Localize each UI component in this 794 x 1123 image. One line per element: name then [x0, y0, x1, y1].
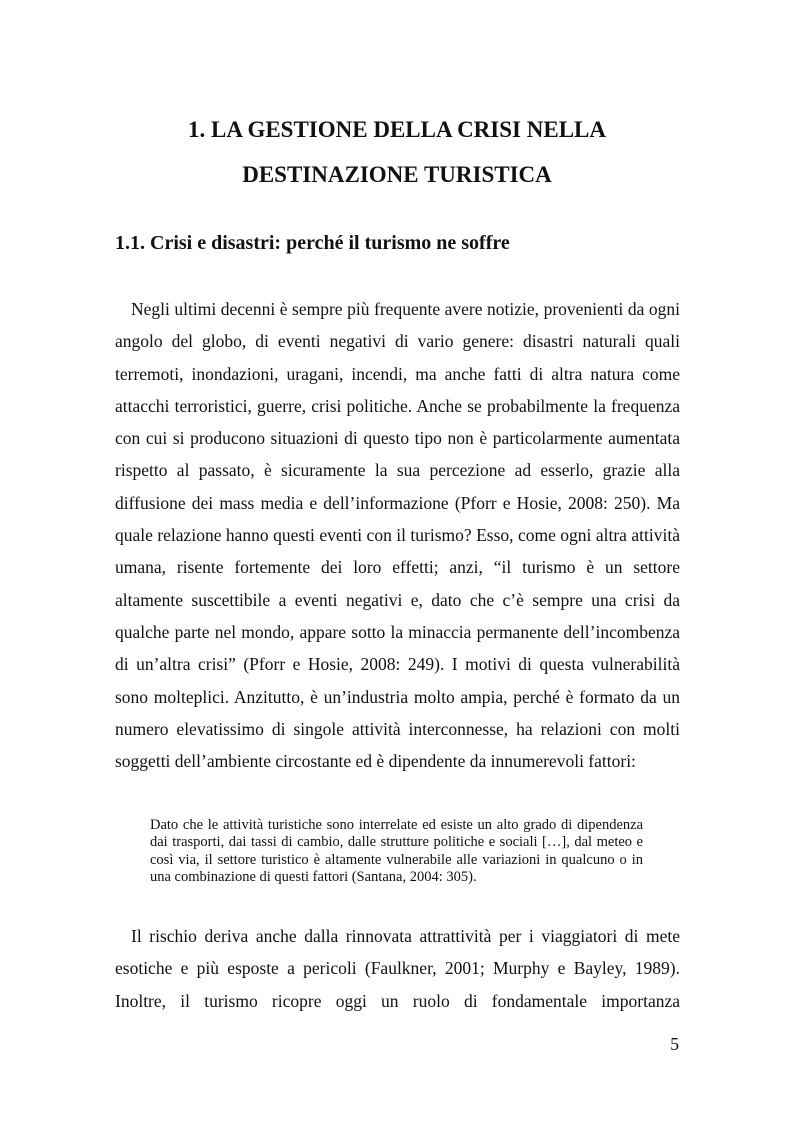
body-paragraph-1: Negli ultimi decenni è sempre più frequente avere notizie, provenienti da ogni angolo del globo, di eventi negativi di vario genere: disastri naturali quali terremoti, inondazioni, uragani, incendi, ma anche fatti di altra natura come attacchi terroristici, guerre, crisi politiche. Anche se probabilmente la frequenza con cui si producono situazioni di questo tipo non è particolarmente aumentata rispetto al passato, è sicuramente la sua percezione ad esserlo, grazie alla diffusione dei mass media e dell’informazione (Pforr e Hosie, 2008: 250). Ma quale relazione hanno questi eventi con il turismo? Esso, come ogni altra attività umana, risente fortemente dei loro effetti; anzi, “il turismo è un settore altamente suscettibile a eventi negativi e, dato che c’è sempre una crisi da qualche parte nel mondo, appare sotto la minaccia permanente dell’incombenza di un’altra crisi” (Pforr e Hosie, 2008: 249). I motivi di questa vulnerabilità sono molteplici. Anzitutto, è un’industria molto ampia, perché è formato da un numero elevatissimo di singole attività interconnesse, ha relazioni con molti soggetti dell’ambiente circostante ed è dipendente da innumerevoli fattori: [115, 299, 680, 772]
chapter-title [0, 107, 794, 197]
body-paragraph-2: Il rischio deriva anche dalla rinnovata attrattività per i viaggiatori di mete esotiche e più esposte a pericoli (Faulkner, 2001; Murphy e Bayley, 1989). Inoltre, il turismo ricopre oggi un ruolo di fondamentale importanza [115, 926, 680, 1011]
block-quote: Dato che le attività turistiche sono interrelate ed esiste un alto grado di dipendenza dai trasporti, dai tassi di cambio, dalle strutture politiche e sociali […], dal meteo e così via, il settore turistico è altamente vulnerabile alle variazioni in qualcuno o in una combinazione di questi fattori (Santana, 2004: 305). [150, 817, 643, 885]
section-title: 1.1. Crisi e disastri: perché il turismo ne soffre [115, 232, 510, 254]
chapter-title-line-1: 1. LA GESTIONE DELLA CRISI NELLA [188, 117, 606, 142]
page-number: 5 [670, 1034, 679, 1054]
chapter-title-line-2: DESTINAZIONE TURISTICA [242, 162, 552, 187]
